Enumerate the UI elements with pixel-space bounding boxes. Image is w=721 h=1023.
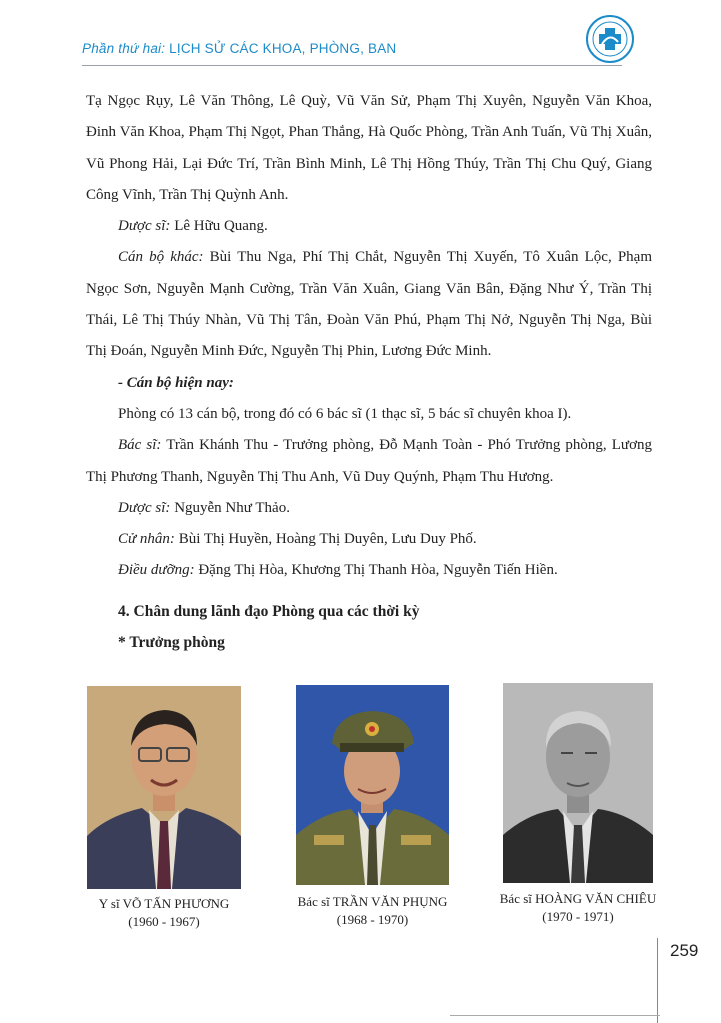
current-staff-summary: Phòng có 13 cán bộ, trong đó có 6 bác sĩ (1 thạc sĩ, 5 bác sĩ chuyên khoa I). bbox=[118, 405, 572, 422]
body-text bbox=[86, 86, 652, 658]
portrait-1-figure bbox=[87, 686, 241, 889]
running-header bbox=[82, 38, 622, 66]
subsection-heading: * Trưởng phòng bbox=[118, 634, 225, 652]
bachelor-paragraph: Cử nhân: Bùi Thị Huyền, Hoàng Thị Duyên, Lưu Duy Phố. bbox=[118, 531, 477, 548]
portrait-3-figure bbox=[503, 683, 653, 883]
header-title bbox=[82, 41, 396, 56]
portrait-2-figure bbox=[296, 685, 449, 885]
portrait-caption-3 bbox=[488, 890, 668, 926]
portrait-caption-2 bbox=[280, 893, 465, 929]
portrait-3-name: Bác sĩ HOÀNG VĂN CHIÊU bbox=[499, 891, 657, 906]
page-number: 259 bbox=[670, 941, 699, 960]
portrait-3-years: (1970 - 1971) bbox=[542, 909, 614, 924]
pharmacist-paragraph-2: Dược sĩ: Nguyễn Như Thảo. bbox=[118, 499, 290, 516]
nurse-paragraph: Điều dưỡng: Đặng Thị Hòa, Khương Thị Thanh Hòa, Nguyễn Tiến Hiền. bbox=[118, 562, 558, 579]
staff-list-paragraph: Tạ Ngọc Rụy, Lê Văn Thông, Lê Quỳ, Vũ Văn Sử, Phạm Thị Xuyên, Nguyễn Văn Khoa, Đinh Văn Khoa, Phạm Thị Ngọt, Phan Thắng, Hà Quốc Phòng, Trần Anh Tuấn, Vũ Thị Xuân, Vũ Phong Hải, Lại Đức Trí, Trần Bình Minh, Lê Thị Hồng Thúy, Trần Thị Chu Quý, Giang Công Vĩnh, Trần Thị Quỳnh Anh. bbox=[86, 93, 652, 203]
portrait-photo-1 bbox=[87, 686, 241, 889]
footer-rule bbox=[450, 1015, 660, 1016]
current-staff-subheading: - Cán bộ hiện nay: bbox=[118, 374, 234, 391]
header-section-title: LỊCH SỬ CÁC KHOA, PHÒNG, BAN bbox=[169, 41, 397, 56]
portrait-2-name: Bác sĩ TRẦN VĂN PHỤNG bbox=[297, 894, 448, 909]
portrait-photo-3 bbox=[503, 683, 653, 883]
other-staff-paragraph: Cán bộ khác: Bùi Thu Nga, Phí Thị Chắt, Nguyễn Thị Xuyến, Tô Xuân Lộc, Phạm Ngọc Sơn, Nguyễn Mạnh Cường, Trần Văn Xuân, Giang Văn Bân, Đặng Như Ý, Trần Thị Thái, Lê Thị Thúy Nhàn, Vũ Thị Tân, Đoàn Văn Phú, Phạm Thị Nở, Nguyễn Thị Nga, Bùi Thị Đoán, Nguyễn Minh Đức, Nguyễn Thị Phin, Lương Đức Minh. bbox=[86, 249, 652, 360]
portrait-2-years: (1968 - 1970) bbox=[336, 912, 409, 927]
portrait-caption-1 bbox=[78, 895, 250, 931]
portrait-1-years: (1960 - 1967) bbox=[128, 914, 200, 929]
section-heading: 4. Chân dung lãnh đạo Phòng qua các thời kỳ bbox=[118, 602, 420, 620]
doctors-paragraph: Bác sĩ: Trần Khánh Thu - Trưởng phòng, Đỗ Mạnh Toàn - Phó Trưởng phòng, Lương Thị Phương Thanh, Nguyễn Thị Thu Anh, Vũ Duy Quýnh, Phạm Thu Hương. bbox=[86, 437, 652, 485]
page-number-divider bbox=[657, 938, 658, 1023]
portrait-1-name: Y sĩ VÕ TẤN PHƯƠNG bbox=[98, 896, 230, 911]
portrait-photo-2 bbox=[296, 685, 449, 885]
header-part-label: Phần thứ hai: bbox=[82, 41, 166, 56]
pharmacist-paragraph-1: Dược sĩ: Lê Hữu Quang. bbox=[118, 218, 268, 235]
hospital-logo-icon bbox=[585, 14, 635, 64]
